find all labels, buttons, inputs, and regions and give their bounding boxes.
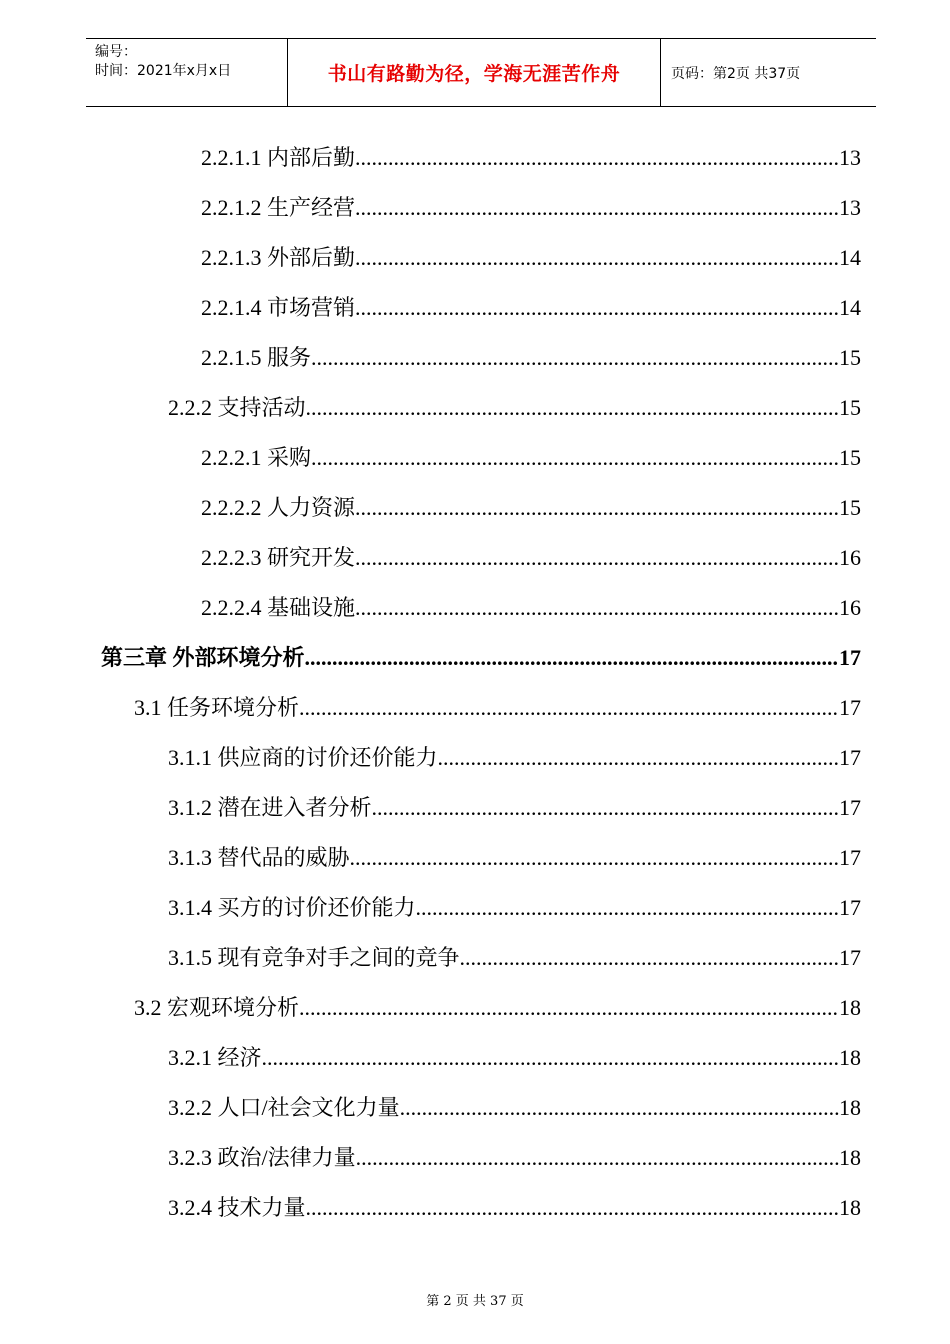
toc-entry-title: 3.2.2 人口/社会文化力量	[168, 1095, 400, 1120]
toc-entry[interactable]	[168, 938, 861, 978]
toc-leader-dots	[460, 938, 839, 978]
toc-entry-title: 3.1.2 潜在进入者分析	[168, 795, 372, 820]
toc-entry-page: 16	[839, 545, 861, 570]
toc-leader-dots	[356, 1138, 839, 1178]
document-time-label: 时间：2021年x月x日	[95, 63, 232, 79]
toc-leader-dots	[355, 188, 839, 228]
toc-entry-title: 3.1.3 替代品的威胁	[168, 845, 350, 870]
toc-leader-dots	[355, 588, 839, 628]
toc-entry[interactable]	[134, 988, 861, 1028]
toc-entry[interactable]	[201, 338, 861, 378]
toc-entry[interactable]	[201, 488, 861, 528]
toc-entry-page: 17	[839, 645, 861, 670]
toc-entry-page: 15	[839, 395, 861, 420]
document-number-label: 编号：	[95, 44, 137, 60]
toc-entry[interactable]	[168, 1038, 861, 1078]
toc-entry-page: 18	[839, 1195, 861, 1220]
toc-leader-dots	[372, 788, 839, 828]
toc-leader-dots	[299, 988, 839, 1028]
toc-entry-page: 13	[839, 145, 861, 170]
toc-entry-title: 2.2.2.2 人力资源	[201, 495, 356, 520]
toc-entry-title: 3.2.3 政治/法律力量	[168, 1145, 356, 1170]
toc-leader-dots	[306, 388, 839, 428]
toc-entry-title: 2.2.1.5 服务	[201, 345, 312, 370]
toc-leader-dots	[306, 1188, 839, 1228]
toc-entry-title: 3.1 任务环境分析	[134, 695, 300, 720]
toc-entry-title: 3.2 宏观环境分析	[134, 995, 300, 1020]
toc-entry[interactable]	[201, 588, 861, 628]
toc-entry-page: 17	[839, 745, 861, 770]
toc-entry-page: 14	[839, 295, 861, 320]
toc-entry[interactable]	[201, 538, 861, 578]
toc-chapter-entry[interactable]	[101, 638, 861, 678]
toc-leader-dots	[438, 738, 839, 778]
toc-entry-page: 17	[839, 695, 861, 720]
toc-entry-title: 2.2.2.1 采购	[201, 445, 312, 470]
toc-leader-dots	[355, 538, 839, 578]
toc-entry-title: 2.2.1.3 外部后勤	[201, 245, 356, 270]
toc-entry-page: 18	[839, 1095, 861, 1120]
toc-leader-dots	[305, 638, 839, 678]
toc-entry-title: 2.2.2.3 研究开发	[201, 545, 356, 570]
toc-leader-dots	[311, 338, 839, 378]
toc-entry-title: 2.2.1.1 内部后勤	[201, 145, 356, 170]
toc-entry[interactable]	[168, 1188, 861, 1228]
toc-entry[interactable]	[201, 438, 861, 478]
toc-entry[interactable]	[168, 738, 861, 778]
toc-leader-dots	[355, 288, 839, 328]
header-meta	[86, 39, 288, 106]
toc-entry-title: 3.2.1 经济	[168, 1045, 262, 1070]
header-page-info: 页码：第2页 共37页	[671, 65, 801, 82]
toc-entry-title: 3.1.5 现有竞争对手之间的竞争	[168, 945, 460, 970]
header-motto: 书山有路勤为径，学海无涯苦作舟	[288, 39, 661, 106]
toc-entry-title: 3.1.1 供应商的讨价还价能力	[168, 745, 438, 770]
toc-entry[interactable]	[168, 838, 861, 878]
toc-entry-page: 15	[839, 345, 861, 370]
toc-entry[interactable]	[201, 138, 861, 178]
toc-leader-dots	[400, 1088, 839, 1128]
toc-entry-page: 17	[839, 845, 861, 870]
toc-entry-page: 18	[839, 995, 861, 1020]
toc-leader-dots	[262, 1038, 839, 1078]
toc-entry[interactable]	[168, 1138, 861, 1178]
toc-entry-page: 17	[839, 795, 861, 820]
page-footer: 第 2 页 共 37 页	[426, 1294, 524, 1309]
toc-entry[interactable]	[201, 238, 861, 278]
toc-entry[interactable]	[134, 688, 861, 728]
toc-entry-page: 14	[839, 245, 861, 270]
toc-entry-title: 2.2.2.4 基础设施	[201, 595, 356, 620]
toc-entry-page: 18	[839, 1045, 861, 1070]
toc-entry-title: 2.2.1.4 市场营销	[201, 295, 356, 320]
toc-entry-title: 2.2.1.2 生产经营	[201, 195, 356, 220]
toc-entry-page: 16	[839, 595, 861, 620]
toc-entry[interactable]	[201, 288, 861, 328]
toc-entry-page: 15	[839, 445, 861, 470]
toc-entry[interactable]	[168, 1088, 861, 1128]
toc-entry-title: 3.1.4 买方的讨价还价能力	[168, 895, 416, 920]
toc-entry-page: 17	[839, 945, 861, 970]
toc-entry-page: 18	[839, 1145, 861, 1170]
toc-leader-dots	[299, 688, 839, 728]
toc-entry-page: 17	[839, 895, 861, 920]
toc-leader-dots	[311, 438, 839, 478]
toc-leader-dots	[416, 888, 839, 928]
page-header	[86, 38, 876, 107]
toc-leader-dots	[355, 488, 839, 528]
toc-leader-dots	[355, 238, 839, 278]
toc-entry[interactable]	[168, 888, 861, 928]
toc-entry[interactable]	[168, 788, 861, 828]
toc-entry-page: 13	[839, 195, 861, 220]
toc-entry-title: 3.2.4 技术力量	[168, 1195, 306, 1220]
toc-entry[interactable]	[168, 388, 861, 428]
toc-entry-title: 2.2.2 支持活动	[168, 395, 306, 420]
toc-entry-page: 15	[839, 495, 861, 520]
toc-leader-dots	[355, 138, 839, 178]
toc-entry-title: 第三章 外部环境分析	[101, 645, 305, 670]
toc-entry[interactable]	[201, 188, 861, 228]
toc-leader-dots	[350, 838, 839, 878]
